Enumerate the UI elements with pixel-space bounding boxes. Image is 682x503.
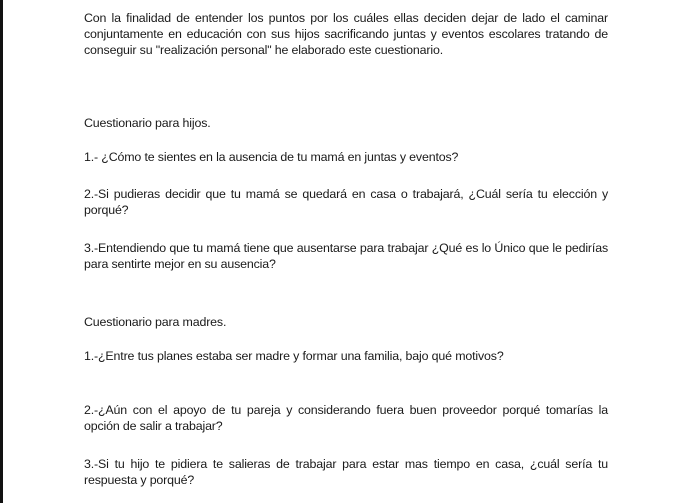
mothers-question-1: 1.-¿Entre tus planes estaba ser madre y formar una familia, bajo qué motivos? [84,349,504,363]
page-left-edge [0,0,3,503]
children-questionnaire-heading: Cuestionario para hijos. [84,116,211,130]
mothers-question-2: 2.-¿Aún con el apoyo de tu pareja y considerando fuera buen proveedor porqué tomarías la opción de salir a trabajar? [84,403,608,433]
children-question-1: 1.- ¿Cómo te sientes en la ausencia de tu mamá en juntas y eventos? [84,150,459,164]
intro-paragraph: Con la finalidad de entender los puntos por los cuáles ellas deciden dejar de lado el caminar conjuntamente en educación con sus hijos sacrificando juntas y eventos escolares tratando de conseguir su "realización personal" he elaborado este cuestionario. [84,11,608,57]
children-question-2: 2.-Si pudieras decidir que tu mamá se quedará en casa o trabajará, ¿Cuál sería tu elección y porqué? [84,187,608,217]
children-question-3: 3.-Entendiendo que tu mamá tiene que ausentarse para trabajar ¿Qué es lo Único que le pedirías para sentirte mejor en su ausencia? [84,241,608,271]
mothers-questionnaire-heading: Cuestionario para madres. [84,315,227,329]
mothers-question-3: 3.-Si tu hijo te pidiera te salieras de trabajar para estar mas tiempo en casa, ¿cuál sería tu respuesta y porqué? [84,457,608,487]
